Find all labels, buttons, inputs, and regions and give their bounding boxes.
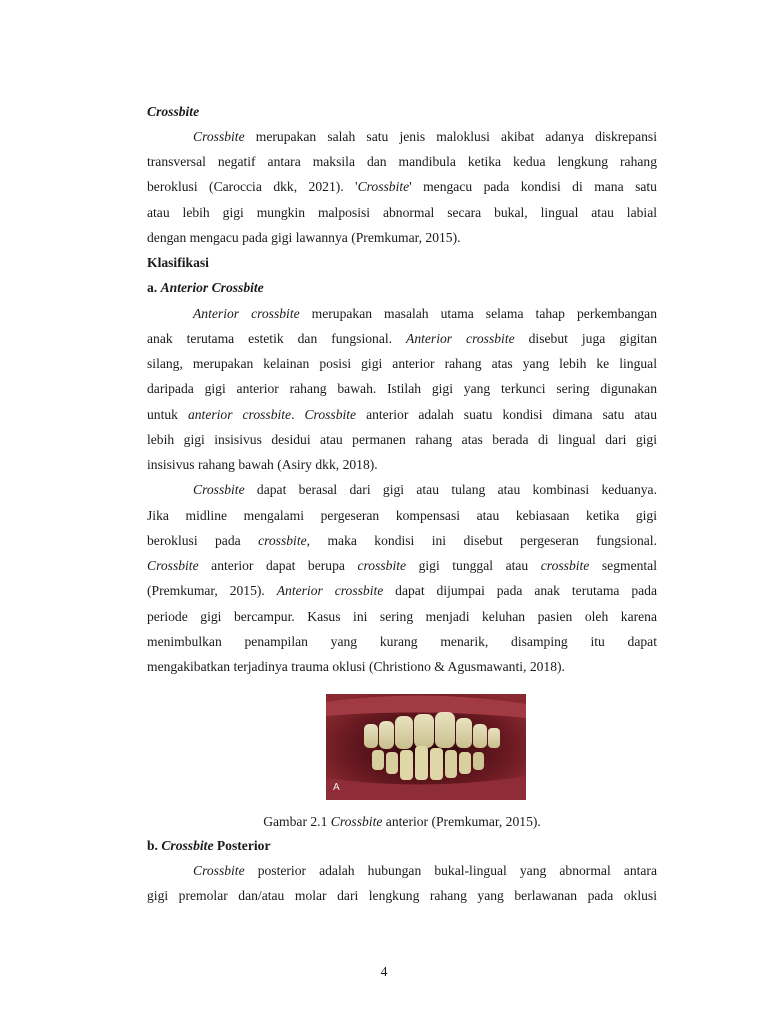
paragraph-line: menimbulkan penampilan yang kurang menarik, disamping itu dapat (147, 634, 657, 649)
paragraph-line: daripada gigi anterior rahang bawah. Istilah gigi yang terkunci sering digunakan (147, 381, 657, 396)
paragraph-line: Jika midline mengalami pergeseran kompensasi atau kebiasaan ketika gigi (147, 508, 657, 523)
page-number: 4 (380, 964, 388, 979)
paragraph-line: mengakibatkan terjadinya trauma oklusi (Christiono & Agusmawanti, 2018). (147, 659, 565, 674)
paragraph-line: beroklusi pada crossbite, maka kondisi ini disebut pergeseran fungsional. (147, 533, 657, 548)
heading-crossbite-posterior: b. Crossbite Posterior (147, 838, 271, 853)
paragraph-line: gigi premolar dan/atau molar dari lengkung rahang yang berlawanan pada oklusi (147, 888, 657, 903)
paragraph-line: periode gigi bercampur. Kasus ini sering menjadi keluhan pasien oleh karena (147, 609, 657, 624)
paragraph-line: atau lebih gigi mungkin malposisi abnormal secara bukal, lingual atau labial (147, 205, 657, 220)
paragraph-line: insisivus rahang bawah (Asiry dkk, 2018). (147, 457, 378, 472)
paragraph-line: transversal negatif antara maksila dan mandibula ketika kedua lengkung rahang (147, 154, 657, 169)
paragraph-line: Crossbite posterior adalah hubungan bukal-lingual yang abnormal antara (193, 863, 657, 878)
figure-caption: Gambar 2.1 Crossbite anterior (Premkumar, 2015). (263, 814, 541, 829)
paragraph-line: silang, merupakan kelainan posisi gigi anterior rahang atas yang lebih ke lingual (147, 356, 657, 371)
paragraph-line: (Premkumar, 2015). Anterior crossbite dapat dijumpai pada anak terutama pada (147, 583, 657, 598)
paragraph-line: dengan mengacu pada gigi lawannya (Premkumar, 2015). (147, 230, 461, 245)
paragraph-line: untuk anterior crossbite. Crossbite anterior adalah suatu kondisi dimana satu atau (147, 407, 657, 422)
paragraph-line: Crossbite merupakan salah satu jenis maloklusi akibat adanya diskrepansi (193, 129, 657, 144)
heading-klasifikasi: Klasifikasi (147, 255, 209, 270)
teeth-illustration (326, 694, 526, 800)
paragraph-line: Crossbite dapat berasal dari gigi atau tulang atau kombinasi keduanya. (193, 482, 657, 497)
paragraph-line: Crossbite anterior dapat berupa crossbite gigi tunggal atau crossbite segmental (147, 558, 657, 573)
paragraph-line: beroklusi (Caroccia dkk, 2021). 'Crossbite' mengacu pada kondisi di mana satu (147, 179, 657, 194)
paragraph-line: lebih gigi insisivus desidui atau permanen rahang atas berada di lingual dari gigi (147, 432, 657, 447)
paragraph-line: Anterior crossbite merupakan masalah utama selama tahap perkembangan (193, 306, 657, 321)
heading-anterior-crossbite: a. Anterior Crossbite (147, 280, 264, 295)
heading-crossbite: Crossbite (147, 104, 200, 119)
figure-label: A (333, 782, 340, 793)
paragraph-line: anak terutama estetik dan fungsional. Anterior crossbite disebut juga gigitan (147, 331, 658, 346)
crossbite-photo (326, 694, 526, 800)
